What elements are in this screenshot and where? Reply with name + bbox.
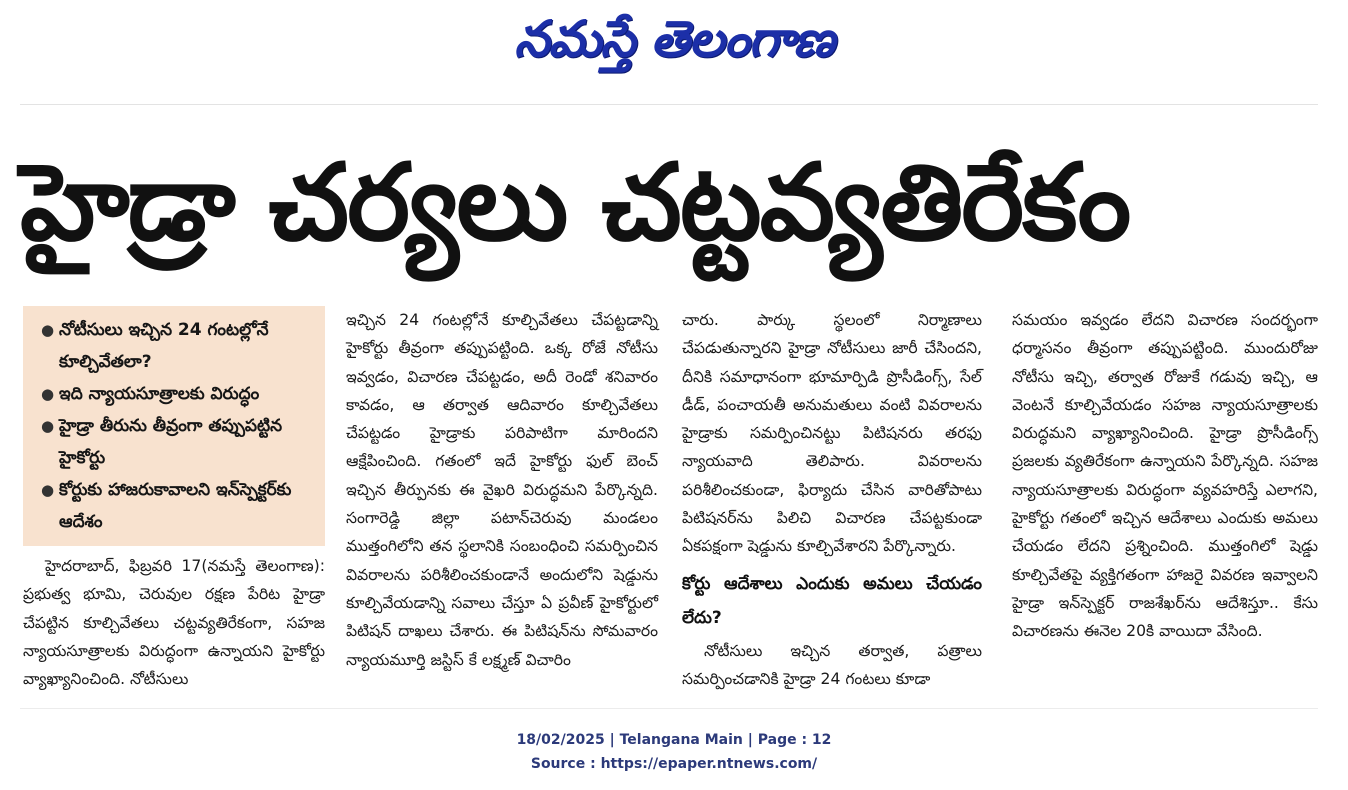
edition-info: 18/02/2025 | Telangana Main | Page : 12	[516, 732, 832, 748]
bullet-icon: ●	[41, 417, 55, 435]
article-paragraph: ఇచ్చిన 24 గంటల్లోనే కూల్చివేతలు చేపట్టడాన్ని హైకోర్టు తీవ్రంగా తప్పుపట్టింది. ఒక్క రోజే నోటీసు ఇవ్వడం, విచారణ చేపట్టడం, అదీ రెండో శనివారం కావడం, ఆ తర్వాత ఆదివారం కూల్చివేతలు చేపట్టడం హైడ్రాకు పరిపాటిగా మారిందని ఆక్షేపించింది. గతంలో ఇదే హైకోర్టు ఫుల్ బెంచ్ ఇచ్చిన తీర్పునకు ఈ వైఖరి విరుద్ధమని పేర్కొన్నది. సంగారెడ్డి జిల్లా పటాన్‌చెరువు మండలం ముత్తంగిలోని తన స్థలానికి సంబంధించి సమర్పించిన వివరాలను పరిశీలించకుండానే అందులోని షెడ్డును కూల్చివేయడాన్ని సవాలు చేస్తూ ఏ ప్రవీణ్ హైకోర్టులో పిటిషన్ దాఖలు చేశారు. ఈ పిటిషన్‌ను సోమవారం న్యాయమూర్తి జస్టిస్ కే లక్ష్మణ్ విచారిం	[346, 311, 658, 669]
highlight-item: ● ఇది న్యాయసూత్రాలకు విరుద్ధం	[41, 378, 315, 410]
article-column-1	[23, 552, 325, 693]
footer	[0, 728, 1348, 776]
sub-heading: కోర్టు ఆదేశాలు ఎందుకు అమలు చేయడం లేదు?	[682, 573, 982, 628]
top-divider	[20, 104, 1318, 105]
article-paragraph: నోటీసులు ఇచ్చిన తర్వాత, పత్రాలు సమర్పించడానికి హైడ్రా 24 గంటలు కూడా	[682, 641, 982, 688]
bullet-icon: ●	[41, 481, 55, 499]
article-paragraph: చారు. పార్కు స్థలంలో నిర్మాణాలు చేపడుతున్నారని హైడ్రా నోటీసులు జారీ చేసిందని, దీనికి సమాధానంగా భూమార్పిడి ప్రొసీడింగ్స్, సేల్ డీడ్, పంచాయతీ అనుమతులు వంటి వివరాలను హైడ్రాకు సమర్పించినట్టు పిటిషనరు తరఫు న్యాయవాది తెలిపారు. వివరాలను పరిశీలించకుండా, ఫిర్యాదు చేసిన వారితోపాటు పిటిషనర్‌ను పిలిచి విచారణ చేపట్టకుండా ఏకపక్షంగా షెడ్డును కూల్చివేశారని పేర్కొన్నారు.	[682, 311, 982, 556]
article-column-4	[1012, 306, 1318, 646]
headline: హైడ్రా చర్యలు చట్టవ్యతిరేకం	[20, 141, 1130, 264]
highlight-item: ● నోటీసులు ఇచ్చిన 24 గంటల్లోనే కూల్చివేతలా?	[41, 314, 315, 378]
masthead	[0, 0, 1348, 80]
article-paragraph: హైదరాబాద్, ఫిబ్రవరి 17(నమస్తే తెలంగాణ): ప్రభుత్వ భూమి, చెరువుల రక్షణ పేరిట హైడ్రా చేపట్టిన కూల్చివేతలు చట్టవ్యతిరేకంగా, సహజ న్యాయసూత్రాలకు విరుద్ధంగా ఉన్నాయని హైకోర్టు వ్యాఖ్యానించింది. నోటీసులు	[23, 557, 325, 689]
source-link[interactable]: Source : https://epaper.ntnews.com/	[530, 756, 818, 772]
article-column-3	[682, 306, 982, 693]
highlights-box	[23, 306, 325, 546]
newspaper-logo: నమస్తే తెలంగాణ	[514, 10, 834, 68]
highlight-item: ● కోర్టుకు హాజరుకావాలని ఇన్‌స్పెక్టర్‌కు ఆదేశం	[41, 474, 315, 538]
article-paragraph: సమయం ఇవ్వడం లేదని విచారణ సందర్భంగా ధర్మాసనం తీవ్రంగా తప్పుపట్టింది. ముందురోజు నోటీసు ఇచ్చి, తర్వాత రోజుకే గడువు ఇచ్చి, ఆ వెంటనే కూల్చివేయడం సహజ న్యాయసూత్రాలకు విరుద్ధమని వ్యాఖ్యానించింది. హైడ్రా ప్రొసీడింగ్స్ ప్రజలకు వ్యతిరేకంగా ఉన్నాయని పేర్కొన్నది. సహజ న్యాయసూత్రాలకు విరుద్ధంగా వ్యవహరిస్తే ఎలాగని, హైకోర్టు గతంలో ఇచ్చిన ఆదేశాలు ఎందుకు అమలు చేయడం లేదని ప్రశ్నించింది. ముత్తంగిలో షెడ్డు కూల్చివేతపై వ్యక్తిగతంగా హాజరై వివరణ ఇవ్వాలని హైడ్రా ఇన్‌స్పెక్టర్ రాజశేఖర్‌ను ఆదేశిస్తూ.. కేసు విచారణను ఈనెల 20కి వాయిదా వేసింది.	[1012, 311, 1318, 641]
bullet-icon: ●	[41, 385, 55, 403]
bottom-divider	[20, 708, 1318, 709]
bullet-icon: ●	[41, 321, 55, 339]
highlight-item: ● హైడ్రా తీరును తీవ్రంగా తప్పుపట్టిన హైకోర్టు	[41, 410, 315, 474]
article-column-2	[346, 306, 658, 674]
